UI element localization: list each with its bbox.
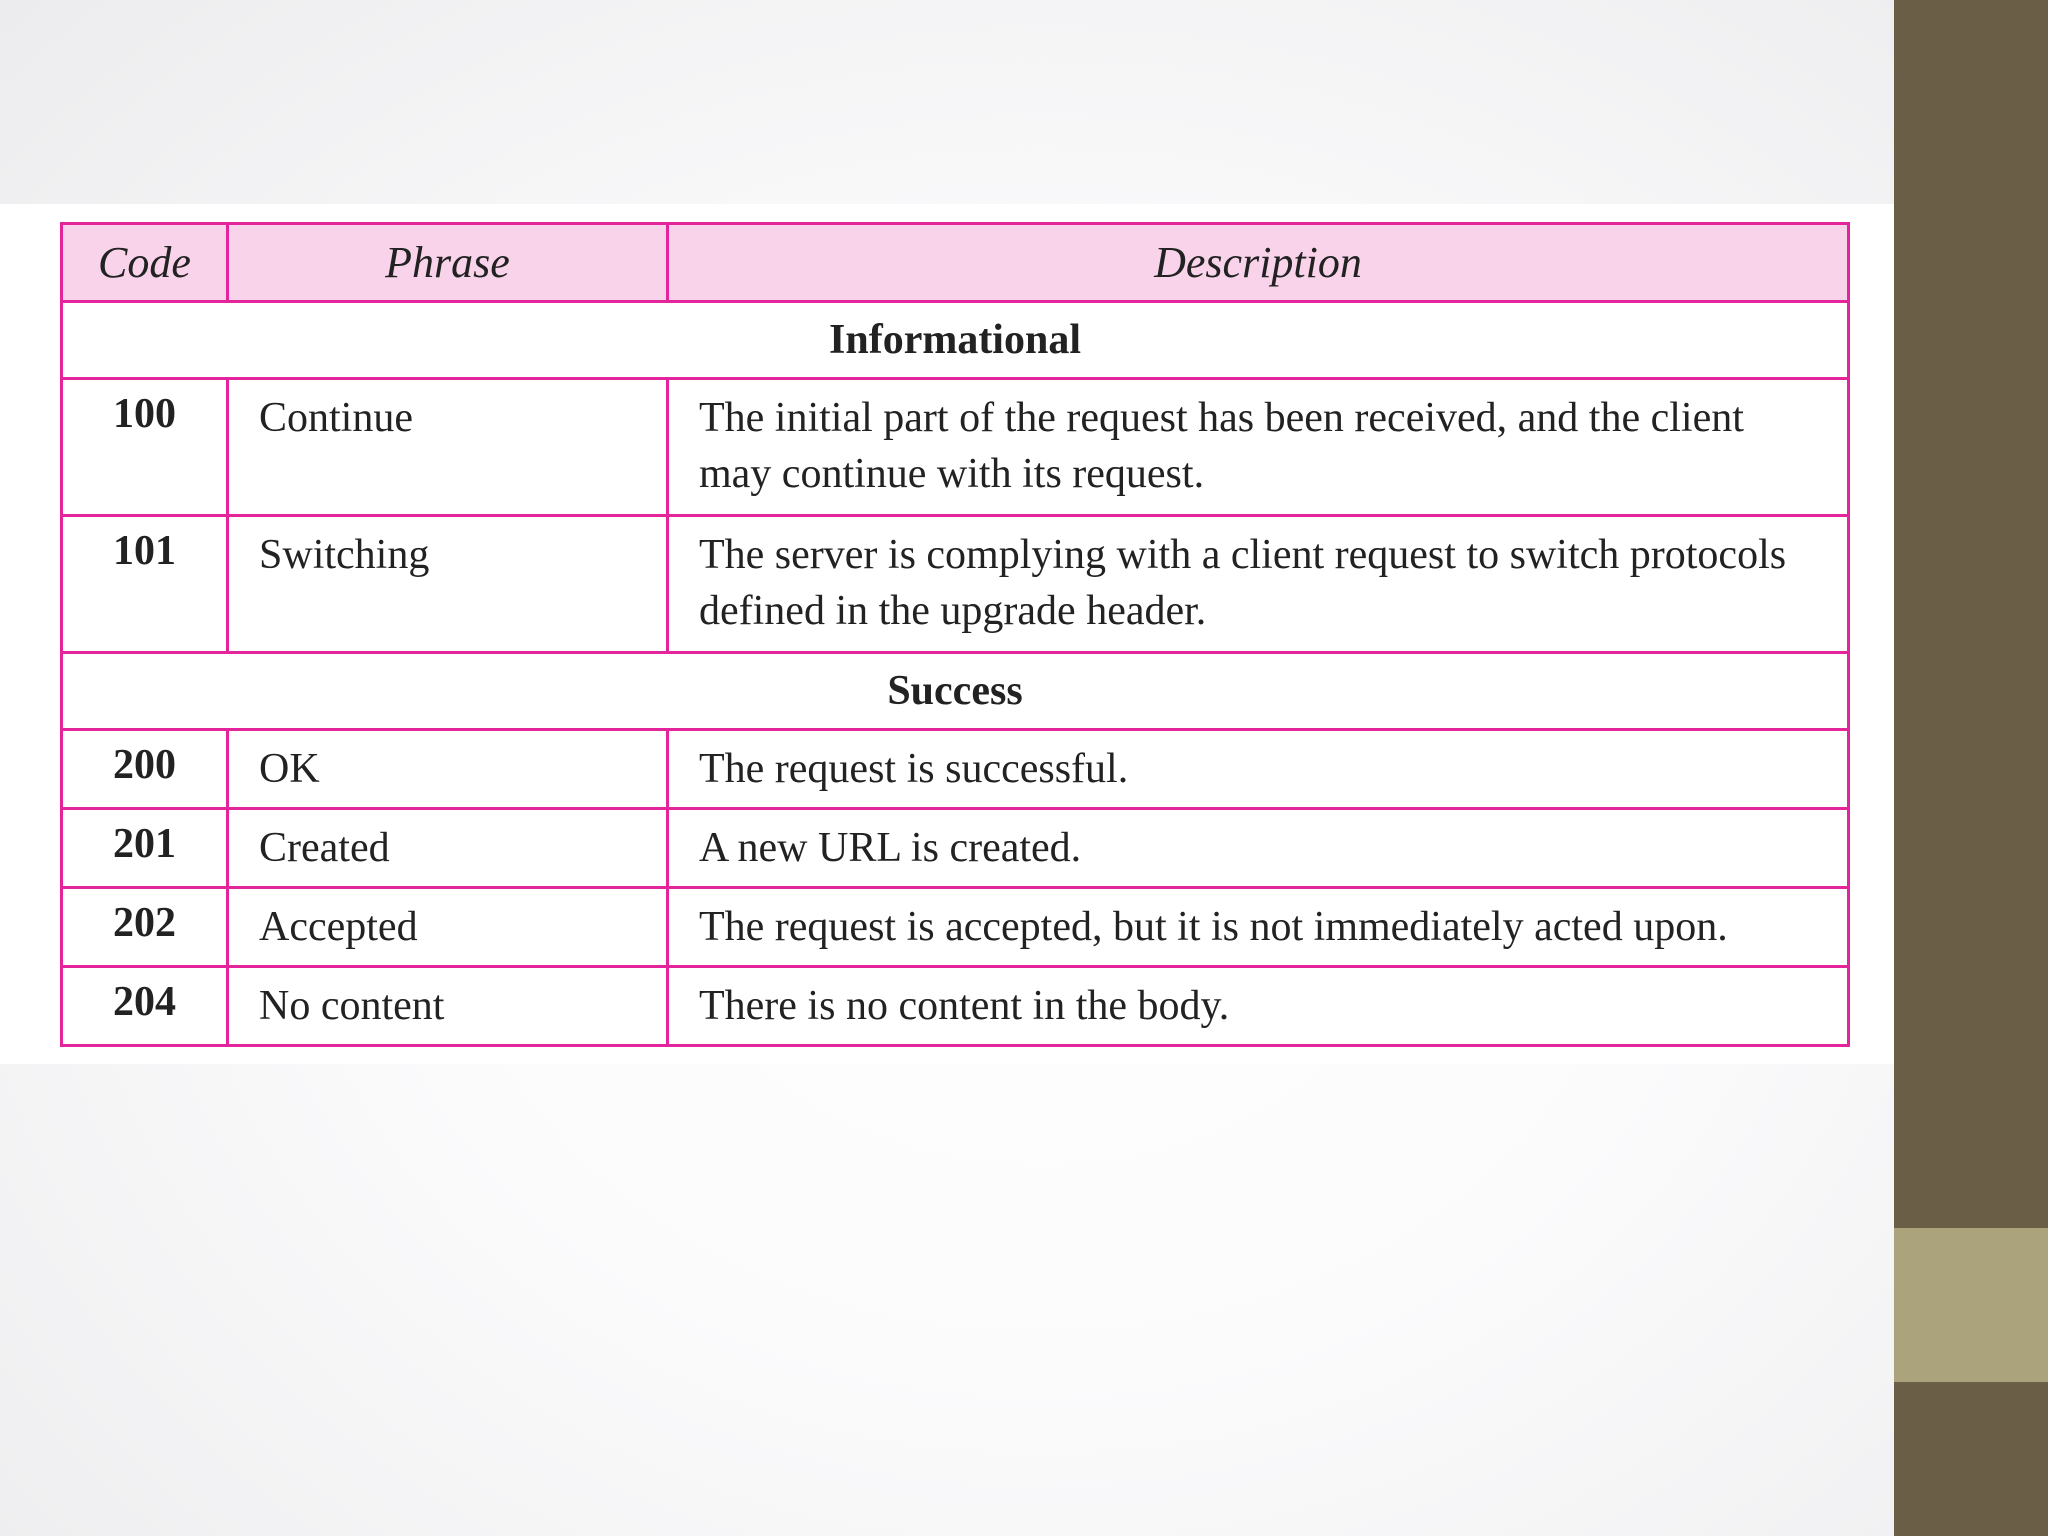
status-code: 204 bbox=[62, 967, 228, 1046]
status-phrase: Created bbox=[228, 809, 668, 888]
status-description: The server is complying with a client request to switch protocols defined in the upgrade header. bbox=[668, 516, 1849, 653]
section-row-informational bbox=[62, 302, 1849, 379]
section-title: Success bbox=[62, 653, 1849, 730]
status-phrase: Continue bbox=[228, 379, 668, 516]
status-phrase: Switching bbox=[228, 516, 668, 653]
table-row bbox=[62, 730, 1849, 809]
table-header-row bbox=[62, 224, 1849, 302]
status-phrase: OK bbox=[228, 730, 668, 809]
status-phrase: Accepted bbox=[228, 888, 668, 967]
status-phrase: No content bbox=[228, 967, 668, 1046]
status-code: 101 bbox=[62, 516, 228, 653]
status-code-table bbox=[60, 222, 1850, 1047]
status-description: The request is accepted, but it is not immediately acted upon. bbox=[668, 888, 1849, 967]
section-row-success bbox=[62, 653, 1849, 730]
table-row bbox=[62, 516, 1849, 653]
section-title: Informational bbox=[62, 302, 1849, 379]
header-phrase: Phrase bbox=[228, 224, 668, 302]
status-description: The initial part of the request has been received, and the client may continue with its request. bbox=[668, 379, 1849, 516]
status-code: 200 bbox=[62, 730, 228, 809]
status-description: A new URL is created. bbox=[668, 809, 1849, 888]
table-row bbox=[62, 809, 1849, 888]
header-code: Code bbox=[62, 224, 228, 302]
table-row bbox=[62, 967, 1849, 1046]
sidebar-decoration-light bbox=[1894, 1228, 2048, 1382]
status-code: 201 bbox=[62, 809, 228, 888]
table-row bbox=[62, 379, 1849, 516]
status-code: 202 bbox=[62, 888, 228, 967]
status-description: The request is successful. bbox=[668, 730, 1849, 809]
status-code: 100 bbox=[62, 379, 228, 516]
status-description: There is no content in the body. bbox=[668, 967, 1849, 1046]
table-row bbox=[62, 888, 1849, 967]
header-description: Description bbox=[668, 224, 1849, 302]
